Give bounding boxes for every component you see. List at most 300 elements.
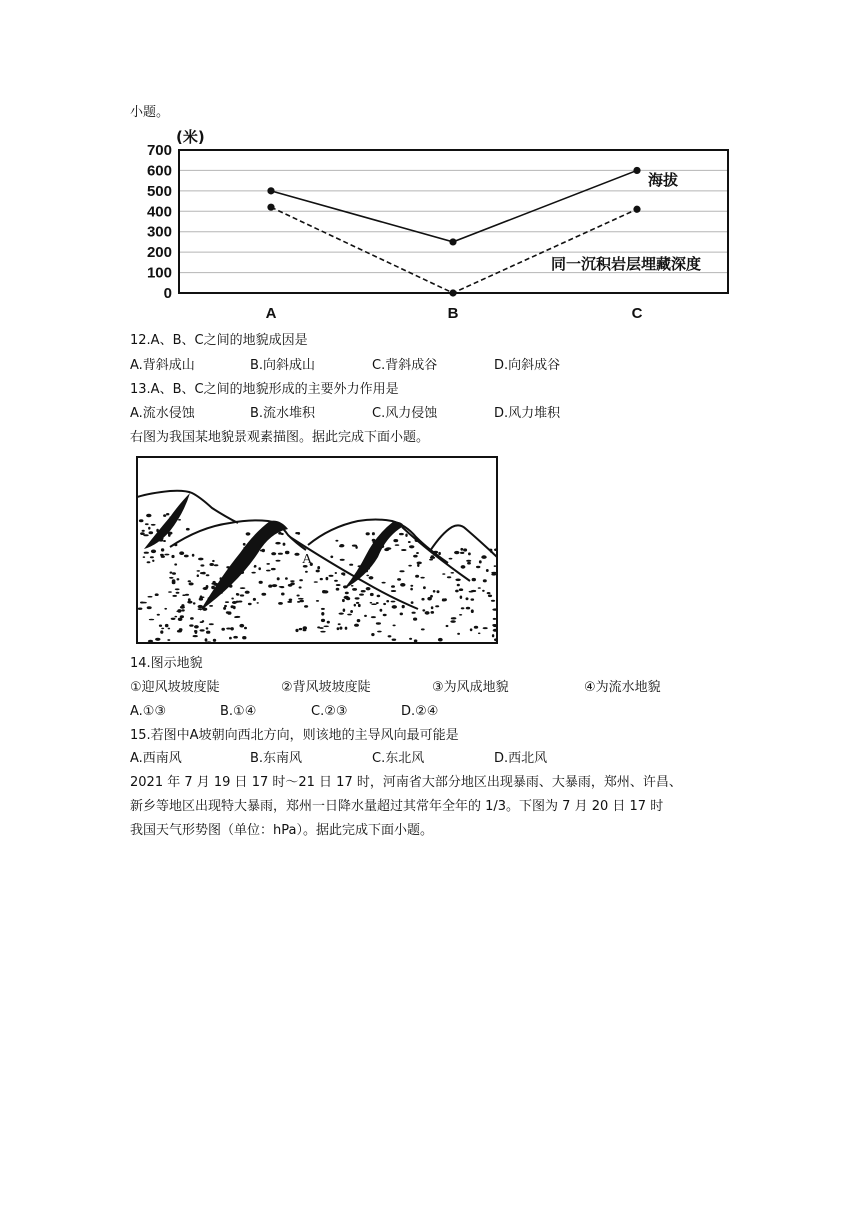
sand-dot: [400, 583, 405, 587]
sand-dot: [260, 550, 263, 552]
sand-dot: [452, 617, 456, 619]
sand-dot: [450, 620, 455, 623]
sand-dot: [446, 625, 449, 627]
sand-dot: [451, 572, 455, 574]
sand-dot: [455, 590, 459, 593]
sand-dot: [172, 572, 176, 575]
y-tick-label: 200: [146, 244, 172, 262]
sand-dot: [244, 627, 247, 630]
sand-dot: [187, 601, 192, 604]
sand-dot: [166, 513, 169, 515]
sand-dot: [493, 618, 497, 620]
sand-dot: [376, 622, 381, 624]
intro2: 右图为我国某地貌景观素描图。据此完成下面小题。: [130, 430, 430, 445]
y-tick-label: 300: [146, 223, 172, 241]
sand-dot: [372, 532, 375, 535]
sand-dot: [366, 532, 370, 535]
sand-dot: [369, 576, 374, 579]
data-point: [633, 206, 640, 213]
sand-dot: [491, 573, 496, 575]
sand-dot: [303, 629, 307, 631]
sand-dot: [410, 588, 413, 591]
sand-dot: [289, 599, 293, 602]
sand-dot: [164, 554, 169, 556]
sand-dot: [467, 562, 471, 565]
sand-dot: [161, 555, 165, 558]
q15-option-d[interactable]: D.西北风: [494, 751, 548, 766]
sand-dot: [459, 588, 463, 591]
sand-dot: [225, 601, 229, 603]
sand-dot: [184, 555, 189, 558]
sand-dot: [192, 554, 195, 557]
sand-dot: [486, 569, 489, 572]
sand-dot: [433, 590, 436, 593]
sand-dot: [437, 590, 440, 593]
q14-statement-2: ②背风坡坡度陡: [281, 680, 371, 695]
sand-dot: [370, 593, 374, 596]
sand-dot: [168, 533, 171, 537]
sand-dot: [234, 616, 238, 618]
sand-dot: [482, 590, 485, 592]
sand-dot: [442, 573, 445, 575]
sand-dot: [479, 560, 482, 563]
sand-dot: [492, 608, 497, 610]
q12-option-c[interactable]: C.背斜成谷: [372, 358, 438, 373]
sand-dot: [431, 606, 434, 609]
sand-dot: [161, 548, 164, 551]
sand-dot: [148, 640, 153, 643]
sand-dot: [488, 595, 492, 598]
sand-dot: [355, 597, 360, 599]
sand-dot: [401, 549, 406, 551]
sand-dot: [163, 514, 166, 517]
q15-option-a[interactable]: A.西南风: [130, 751, 182, 766]
sand-dot: [261, 593, 266, 596]
sand-dot: [209, 623, 214, 625]
sand-dot: [285, 551, 290, 554]
sand-dot: [278, 553, 283, 555]
q15-option-b[interactable]: B.东南风: [250, 751, 303, 766]
passage-line: 2021 年 7 月 19 日 17 时～21 日 17 时，河南省大部分地区出现暴雨、大暴雨，郑州、许昌、: [130, 775, 682, 790]
series-line: [271, 170, 637, 242]
sand-dot: [335, 540, 338, 542]
sand-dot: [321, 608, 325, 610]
sand-dot: [402, 605, 405, 608]
sand-dot: [466, 560, 471, 562]
sand-dot: [233, 606, 236, 609]
sand-dot: [393, 625, 396, 627]
sand-dot: [163, 540, 166, 542]
q14-option-b[interactable]: B.①④: [220, 704, 257, 719]
sand-dot: [145, 523, 149, 525]
sand-dot: [460, 596, 463, 599]
q12-option-d[interactable]: D.向斜成谷: [494, 358, 561, 373]
sand-dot: [457, 584, 460, 587]
sand-dot: [399, 533, 404, 535]
sand-dot: [271, 552, 276, 555]
dune-sketch: [130, 453, 502, 647]
elevation-depth-chart: [140, 128, 740, 322]
sand-dot: [199, 598, 203, 601]
sand-dot: [150, 556, 154, 558]
sand-dot: [200, 572, 205, 574]
legend-burial-depth: 同一沉积岩层埋藏深度: [551, 255, 702, 273]
sand-dot: [159, 625, 162, 627]
sand-dot: [438, 638, 443, 642]
sand-dot: [417, 562, 422, 565]
sand-dot: [299, 579, 303, 581]
sand-dot: [139, 519, 144, 522]
q14-option-d[interactable]: D.②④: [401, 704, 439, 719]
sand-dot: [181, 609, 184, 611]
sand-dot: [157, 614, 160, 616]
sand-dot: [189, 582, 194, 585]
sand-dot: [290, 580, 295, 582]
sand-dot: [155, 638, 160, 641]
sand-dot: [206, 627, 209, 629]
q14-statement-3: ③为风成地貌: [432, 680, 509, 695]
sand-dot: [392, 605, 397, 609]
sand-dot: [200, 629, 205, 631]
data-point: [267, 204, 274, 211]
sand-dot: [336, 588, 340, 591]
sand-dot: [258, 567, 261, 570]
sand-dot: [330, 556, 333, 559]
sand-dot: [364, 615, 367, 617]
y-tick-label: 100: [146, 264, 172, 282]
sand-dot: [377, 631, 382, 633]
sand-dot: [338, 623, 341, 625]
sand-dot: [472, 578, 476, 581]
sand-dot: [354, 624, 359, 627]
sand-dot: [408, 541, 411, 543]
sand-dot: [266, 563, 270, 565]
sand-dot: [239, 624, 244, 628]
sand-dot: [427, 597, 432, 601]
sand-dot: [342, 599, 345, 602]
sand-dot: [172, 595, 177, 597]
sand-dot: [294, 553, 299, 556]
q15-option-c[interactable]: C.东北风: [372, 751, 425, 766]
sand-dot: [335, 572, 337, 574]
sand-dot: [285, 577, 288, 580]
sand-dot: [233, 636, 238, 639]
sand-dot: [345, 592, 349, 595]
sand-dot: [140, 602, 144, 604]
sand-dot: [213, 639, 216, 642]
sand-dot: [279, 586, 284, 588]
sand-dot: [304, 605, 308, 608]
sand-dot: [206, 574, 210, 576]
sand-dot: [474, 626, 478, 629]
sand-dot: [483, 579, 487, 582]
sand-dot: [352, 588, 357, 591]
sand-dot: [322, 590, 326, 593]
sand-dot: [240, 587, 246, 589]
sand-dot: [185, 594, 189, 596]
sand-dot: [171, 555, 174, 558]
sand-dot: [423, 586, 426, 589]
sand-dot: [317, 566, 320, 569]
sand-dot: [351, 585, 354, 587]
sand-dot: [169, 577, 173, 579]
sand-dot: [327, 621, 330, 624]
sand-dot: [408, 565, 412, 567]
sand-dot: [321, 612, 324, 616]
sand-dot: [231, 598, 234, 600]
q14-stem: 14.图示地貌: [130, 656, 203, 671]
sand-dot: [409, 638, 412, 640]
sand-dot: [393, 539, 398, 542]
sand-dot: [494, 565, 497, 567]
sand-dot: [226, 628, 231, 630]
sand-dot: [298, 598, 304, 600]
sand-dot: [257, 602, 259, 604]
sand-dot: [354, 604, 356, 607]
sand-dot: [200, 564, 204, 566]
sand-dot: [206, 631, 210, 634]
sand-dot: [214, 564, 219, 566]
sand-dot: [494, 548, 499, 551]
sand-dot: [438, 552, 441, 555]
sand-dot: [168, 628, 171, 630]
sand-dot: [320, 578, 323, 580]
sand-dot: [431, 611, 435, 614]
sand-dot: [151, 524, 156, 526]
sand-dot: [275, 542, 280, 545]
sand-dot: [259, 581, 263, 584]
sand-dot: [422, 609, 425, 611]
sand-dot: [177, 578, 180, 580]
sand-dot: [203, 587, 208, 590]
sand-dot: [253, 598, 256, 601]
sand-dot: [339, 544, 344, 547]
sand-dot: [413, 555, 418, 558]
sand-dot: [229, 637, 232, 640]
sand-dot: [345, 627, 348, 630]
sand-dot: [168, 591, 172, 593]
y-tick-label: 0: [163, 285, 172, 302]
sand-dot: [476, 566, 480, 568]
sand-dot: [271, 568, 276, 570]
sand-dot: [430, 557, 435, 559]
sand-dot: [148, 596, 153, 598]
sand-dot: [147, 561, 151, 563]
sand-dot: [147, 606, 152, 609]
sand-dot: [380, 609, 383, 612]
q13-option-c[interactable]: C.风力侵蚀: [372, 406, 438, 421]
sand-dot: [447, 576, 451, 578]
sand-dot: [245, 591, 250, 594]
sand-dot: [382, 582, 386, 584]
sand-dot: [455, 579, 460, 582]
sand-dot: [212, 560, 215, 562]
sand-dot: [290, 582, 294, 585]
sand-dot: [281, 593, 285, 596]
sand-dot: [279, 532, 282, 535]
q13-option-d[interactable]: D.风力堆积: [494, 406, 561, 421]
sand-dot: [454, 551, 459, 554]
sand-dot: [176, 592, 180, 594]
sand-dot: [359, 594, 364, 596]
sand-dot: [415, 575, 419, 578]
passage: [130, 771, 740, 843]
sand-dot: [297, 532, 300, 535]
sand-dot: [268, 585, 272, 588]
q12-option-b[interactable]: B.向斜成山: [250, 358, 316, 373]
series-line: [271, 207, 637, 293]
sand-dot: [466, 597, 469, 600]
sand-dot: [305, 571, 308, 573]
sand-dot: [478, 587, 481, 589]
sand-dot: [492, 634, 494, 637]
sand-dot: [399, 570, 404, 572]
sand-dot: [194, 630, 197, 632]
sand-dot: [172, 579, 176, 583]
sand-dot: [417, 564, 419, 567]
sand-dot: [178, 519, 181, 521]
sand-dot: [148, 527, 150, 530]
sand-dot: [194, 625, 199, 628]
sand-dot: [175, 588, 180, 590]
sand-dot: [377, 595, 381, 598]
sand-dot: [334, 580, 338, 582]
sand-dot: [161, 628, 164, 630]
sand-dot: [340, 559, 345, 561]
x-tick-label: C: [631, 305, 643, 322]
sand-dot: [400, 613, 403, 616]
sand-dot: [321, 619, 325, 622]
sand-dot: [140, 532, 145, 535]
sand-dot: [383, 614, 387, 616]
sand-dot: [371, 616, 376, 618]
passage-line: 新乡等地区出现特大暴雨，郑州一日降水量超过其常年全年的 1/3。下图为 7 月 20 日 17 时: [130, 799, 664, 814]
sand-dot: [370, 602, 373, 604]
sand-dot: [337, 627, 340, 630]
sand-dot: [391, 601, 396, 603]
sand-dot: [491, 600, 495, 602]
sand-dot: [376, 602, 379, 604]
sand-dot: [471, 609, 474, 613]
y-unit-label: (米): [176, 128, 205, 146]
sand-dot: [316, 600, 319, 602]
sand-dot: [470, 628, 473, 631]
sand-dot: [160, 630, 163, 633]
sand-dot: [190, 617, 194, 620]
sand-dot: [459, 614, 462, 616]
q12-option-a[interactable]: A.背斜成山: [130, 358, 195, 373]
sand-dot: [164, 608, 167, 610]
sand-dot: [412, 612, 416, 614]
sand-dot: [179, 628, 183, 631]
sand-dot: [202, 620, 204, 622]
q14-option-a[interactable]: A.①③: [130, 704, 167, 719]
sand-dot: [186, 528, 190, 531]
sand-dot: [425, 611, 430, 615]
sand-dot: [392, 639, 397, 641]
sand-dot: [299, 628, 303, 630]
sand-dot: [138, 608, 143, 610]
sand-dot: [283, 543, 286, 546]
sand-dot: [212, 581, 215, 584]
x-tick-label: B: [447, 305, 459, 322]
sand-dot: [413, 618, 417, 621]
sand-dot: [386, 600, 389, 602]
data-point: [633, 167, 640, 174]
sand-dot: [167, 639, 170, 641]
q14-statement-4: ④为流水地貌: [584, 680, 661, 695]
q13-option-b[interactable]: B.流水堆积: [250, 406, 316, 421]
data-point: [449, 238, 456, 245]
sand-dot: [429, 559, 433, 561]
sand-dot: [460, 552, 464, 554]
sand-dot: [142, 530, 145, 532]
sand-dot: [171, 618, 176, 620]
sand-dot: [442, 598, 446, 600]
data-point: [267, 187, 274, 194]
sand-dot: [242, 636, 246, 639]
sand-dot: [155, 593, 159, 596]
y-tick-label: 600: [146, 162, 172, 180]
sand-dot: [397, 578, 401, 581]
q14-option-c[interactable]: C.②③: [311, 704, 348, 719]
sand-dot: [383, 603, 386, 605]
sand-dot: [391, 585, 395, 588]
sand-dot: [343, 574, 346, 576]
sand-dot: [409, 545, 414, 548]
sand-dot: [461, 565, 466, 569]
sand-dot: [197, 570, 201, 572]
sand-dot: [295, 629, 298, 632]
sand-dot: [278, 602, 283, 605]
sand-dot: [410, 585, 413, 587]
sand-dot: [420, 577, 424, 579]
sand-dot: [174, 616, 177, 618]
sand-dot: [227, 611, 231, 614]
sand-dot: [174, 563, 177, 565]
sand-dot: [326, 577, 329, 580]
sand-dot: [314, 581, 318, 583]
sand-dot: [236, 593, 239, 595]
sand-dot: [492, 624, 496, 626]
sand-dot: [224, 605, 227, 607]
sand-dot: [299, 586, 302, 588]
sand-dot: [324, 626, 329, 628]
sand-dot: [481, 555, 486, 559]
sand-dot: [316, 570, 320, 573]
sand-dot: [223, 607, 226, 610]
sand-dot: [320, 631, 325, 633]
sand-dot: [254, 566, 257, 568]
sand-dot: [416, 552, 419, 554]
sand-dot: [251, 572, 255, 574]
sand-dot: [366, 575, 369, 577]
sand-dot: [243, 543, 246, 546]
sand-dot: [198, 558, 204, 561]
sand-dot: [297, 595, 300, 597]
sand-dot: [339, 627, 342, 630]
sand-dot: [188, 580, 191, 582]
q15-stem: 15.若图中A坡朝向西北方向，则该地的主导风向最可能是: [130, 728, 459, 743]
sand-dot: [457, 633, 460, 635]
legend-elevation: 海拔: [648, 171, 679, 189]
q13-option-a[interactable]: A.流水侵蚀: [130, 406, 195, 421]
sand-dot: [193, 635, 198, 637]
sand-dot: [230, 627, 234, 630]
q13-stem: 13.A、B、C之间的地貌形成的主要外力作用是: [130, 382, 399, 397]
sand-dot: [343, 609, 346, 612]
sand-dot: [147, 514, 150, 516]
